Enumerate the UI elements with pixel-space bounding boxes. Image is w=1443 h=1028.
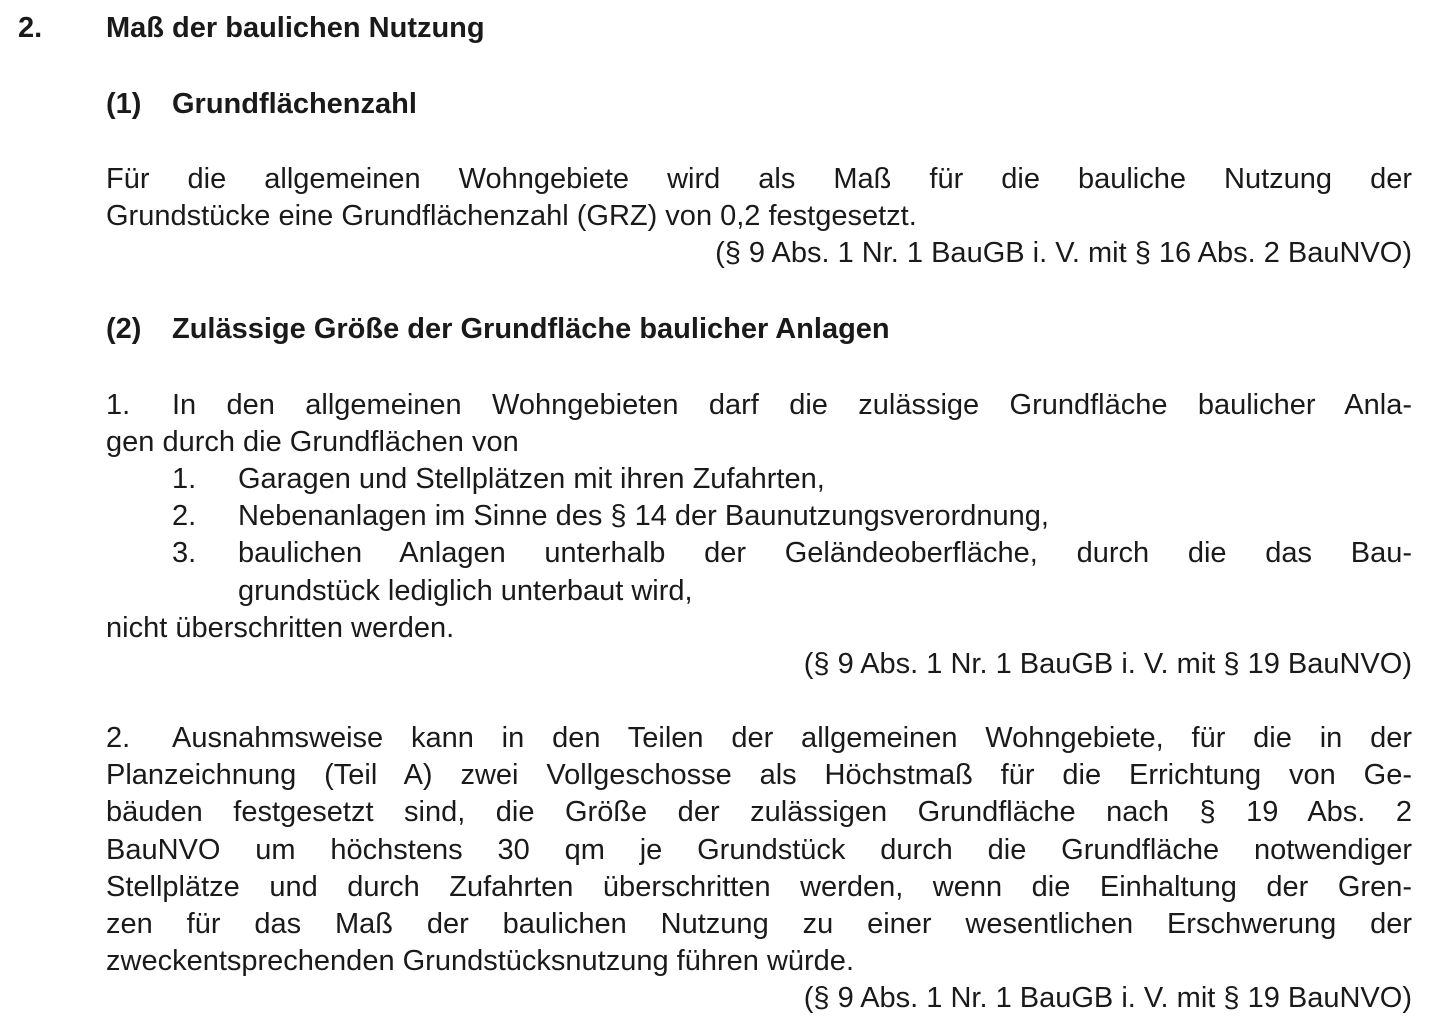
paragraph-line: Grundstücke eine Grundflächenzahl (GRZ) von 0,2 festgesetzt.	[106, 200, 917, 233]
subsection-1-reference: (§ 9 Abs. 1 Nr. 1 BauGB i. V. mit § 16 Abs. 2 BauNVO)	[715, 237, 1412, 269]
item-1-sublist	[172, 461, 1412, 610]
subsection-1-heading	[106, 84, 417, 124]
list-item	[172, 498, 1412, 535]
section-number: 2.	[18, 12, 43, 44]
paragraph-line	[106, 720, 1412, 757]
paragraph-line: zweckentsprechenden Grundstücksnutzung führen würde.	[106, 945, 854, 978]
section-title: Maß der baulichen Nutzung	[106, 12, 485, 44]
list-item-number: 1.	[172, 463, 197, 495]
subsection-2-title: Zulässige Größe der Grundfläche baulicher Anlagen	[172, 313, 890, 345]
subsection-1-paragraph	[106, 161, 1412, 235]
list-item	[172, 461, 1412, 498]
item-2-number: 2.	[106, 722, 131, 754]
paragraph-line: gen durch die Grundflächen von	[106, 426, 519, 459]
paragraph-line: zen für das Maß der baulichen Nutzung zu einer wesentlichen Erschwerung der	[106, 908, 1412, 941]
list-item	[172, 535, 1412, 609]
item-1-line-1: In den allgemeinen Wohngebieten darf die zulässige Grundfläche baulicher Anla-	[172, 389, 1412, 421]
list-item-number: 2.	[172, 500, 197, 533]
paragraph-line: Planzeichnung (Teil A) zwei Vollgeschosse als Höchstmaß für die Errichtung von Ge-	[106, 759, 1412, 792]
list-item-text: Garagen und Stellplätzen mit ihren Zufahrten,	[238, 463, 825, 495]
paragraph-line: nicht überschritten werden.	[106, 612, 455, 644]
list-item-text: baulichen Anlagen unterhalb der Geländeoberfläche, durch die das Bau-	[238, 537, 1412, 570]
item-1-paragraph	[106, 387, 1412, 461]
list-item-text: grundstück lediglich unterbaut wird,	[238, 574, 693, 607]
item-1-number: 1.	[106, 389, 131, 421]
item-2-paragraph	[106, 720, 1412, 980]
subsection-1-number: (1)	[106, 88, 142, 120]
item-2-reference: (§ 9 Abs. 1 Nr. 1 BauGB i. V. mit § 19 BauNVO)	[803, 982, 1412, 1014]
list-item-number: 3.	[172, 537, 197, 570]
paragraph-line: bäuden festgesetzt sind, die Größe der zulässigen Grundfläche nach § 19 Abs. 2	[106, 796, 1412, 829]
item-2-line-1: Ausnahmsweise kann in den Teilen der allgemeinen Wohngebiete, für die in der	[172, 722, 1412, 754]
paragraph-line: Stellplätze und durch Zufahrten überschritten werden, wenn die Einhaltung der Gren-	[106, 870, 1412, 903]
item-1-reference: (§ 9 Abs. 1 Nr. 1 BauGB i. V. mit § 19 BauNVO)	[803, 648, 1412, 680]
paragraph-line: BauNVO um höchstens 30 qm je Grundstück durch die Grundfläche notwendiger	[106, 833, 1412, 866]
subsection-2-heading	[106, 309, 890, 349]
subsection-2-number: (2)	[106, 313, 142, 345]
subsection-1-title: Grundflächenzahl	[172, 88, 417, 120]
paragraph-line: Für die allgemeinen Wohngebiete wird als Maß für die bauliche Nutzung der	[106, 163, 1412, 195]
list-item-text: Nebenanlagen im Sinne des § 14 der Baunutzungsverordnung,	[238, 500, 1049, 533]
item-1-closing	[106, 610, 1412, 647]
paragraph-line	[106, 387, 1412, 424]
